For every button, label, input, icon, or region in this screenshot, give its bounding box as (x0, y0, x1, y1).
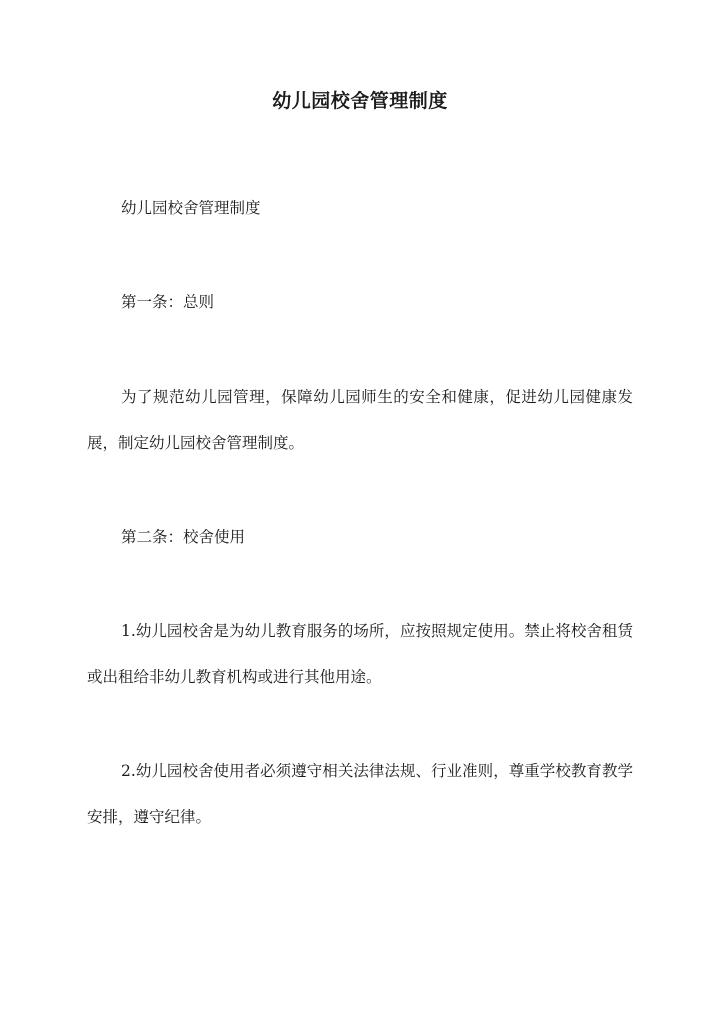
article-one-body: 为了规范幼儿园管理，保障幼儿园师生的安全和健康，促进幼儿园健康发展，制定幼儿园校舍管理制度。 (87, 388, 633, 452)
article-one-heading: 第一条：总则 (121, 293, 215, 311)
page-title: 幼儿园校舍管理制度 (272, 90, 448, 112)
article-two-heading: 第二条：校舍使用 (121, 528, 246, 546)
article-two-item-2: 2.幼儿园校舍使用者必须遵守相关法律法规、行业准则，尊重学校教育教学安排，遵守纪律。 (87, 762, 633, 826)
article-two-item-1: 1.幼儿园校舍是为幼儿教育服务的场所，应按照规定使用。禁止将校舍租赁或出租给非幼儿教育机构或进行其他用途。 (87, 622, 633, 686)
subtitle-paragraph: 幼儿园校舍管理制度 (121, 199, 261, 217)
